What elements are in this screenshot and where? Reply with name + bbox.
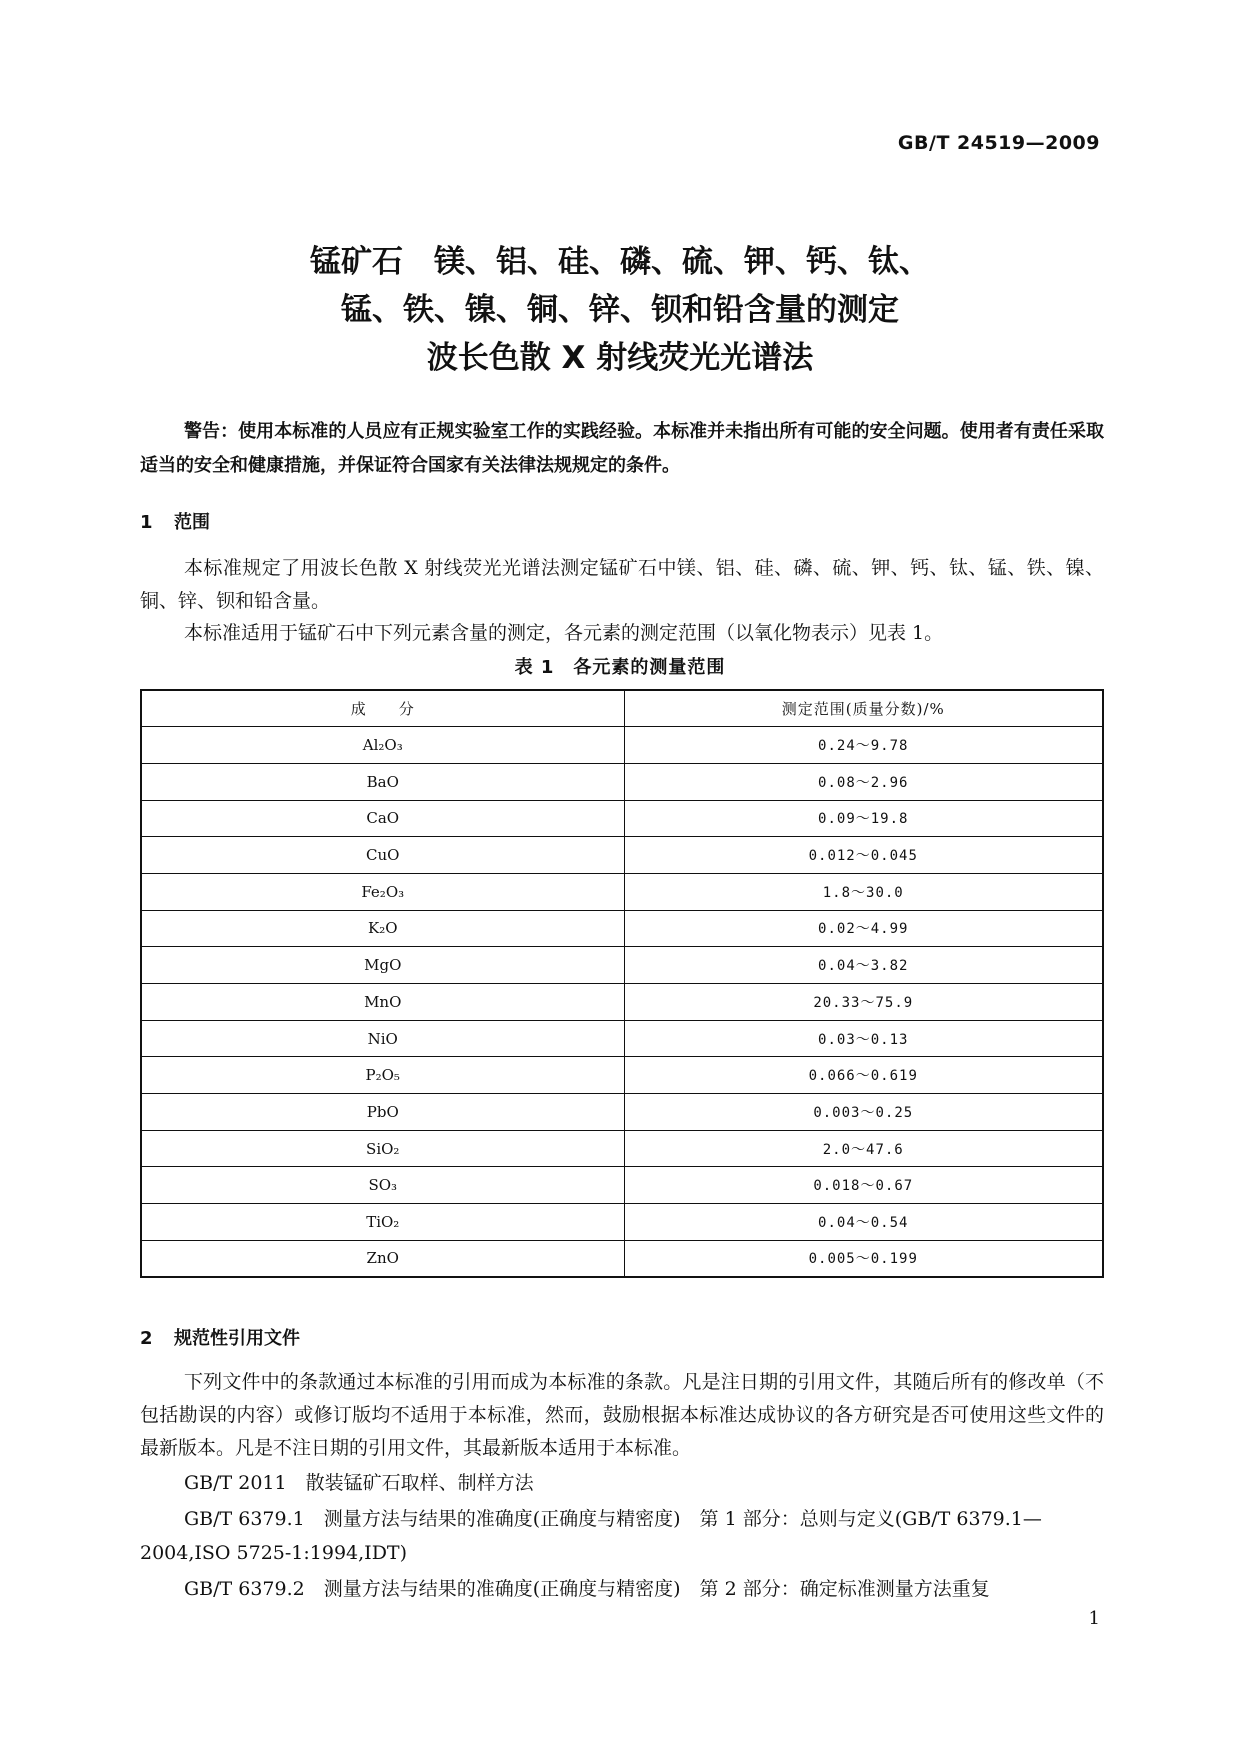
range-cell: 1.8～30.0	[624, 873, 1103, 910]
component-cell: Fe₂O₃	[141, 873, 624, 910]
section-1-number: 1	[140, 512, 153, 533]
component-cell: Al₂O₃	[141, 727, 624, 764]
component-cell: P₂O₅	[141, 1057, 624, 1094]
table-row	[141, 910, 1103, 947]
range-cell: 0.08～2.96	[624, 763, 1103, 800]
component-cell: ZnO	[141, 1240, 624, 1277]
reference-gbt-6379-1-continued: 2004,ISO 5725-1:1994,IDT)	[140, 1542, 408, 1564]
range-cell: 0.02～4.99	[624, 910, 1103, 947]
reference-gbt-6379-2: GB/T 6379.2 测量方法与结果的准确度(正确度与精密度) 第 2 部分：确定标准测量方法重复	[184, 1578, 990, 1600]
table-row	[141, 1057, 1103, 1094]
range-cell: 0.018～0.67	[624, 1167, 1103, 1204]
table-row	[141, 800, 1103, 837]
component-cell: PbO	[141, 1094, 624, 1131]
component-cell: NiO	[141, 1020, 624, 1057]
component-cell: MnO	[141, 984, 624, 1021]
table-row	[141, 1130, 1103, 1167]
header-range: 测定范围(质量分数)/%	[624, 690, 1103, 727]
table-row	[141, 1240, 1103, 1277]
range-cell: 0.066～0.619	[624, 1057, 1103, 1094]
section-1-title: 范围	[174, 512, 210, 533]
range-cell: 0.03～0.13	[624, 1020, 1103, 1057]
range-cell: 2.0～47.6	[624, 1130, 1103, 1167]
section-1-paragraph-2: 本标准适用于锰矿石中下列元素含量的测定，各元素的测定范围（以氧化物表示）见表 1。	[184, 622, 944, 644]
range-cell: 0.003～0.25	[624, 1094, 1103, 1131]
table-row	[141, 984, 1103, 1021]
section-2-title: 规范性引用文件	[174, 1328, 300, 1349]
title-line-3: 波长色散 X 射线荧光光谱法	[426, 340, 814, 376]
component-cell: CuO	[141, 837, 624, 874]
table-row	[141, 947, 1103, 984]
range-cell: 0.005～0.199	[624, 1240, 1103, 1277]
table-row	[141, 1204, 1103, 1241]
table-row	[141, 763, 1103, 800]
table-row	[141, 1167, 1103, 1204]
warning-paragraph: 警告：使用本标准的人员应有正规实验室工作的实践经验。本标准并未指出所有可能的安全问题。使用者有责任采取适当的安全和健康措施，并保证符合国家有关法律法规规定的条件。	[140, 421, 1104, 476]
section-1-paragraph-1: 本标准规定了用波长色散 X 射线荧光光谱法测定锰矿石中镁、铝、硅、磷、硫、钾、钙、钛、锰、铁、镍、铜、锌、钡和铅含量。	[140, 557, 1104, 612]
table-row	[141, 837, 1103, 874]
section-1-heading	[140, 508, 210, 534]
table-header-row	[141, 690, 1103, 727]
measurement-range-table	[140, 689, 1104, 1278]
component-cell: CaO	[141, 800, 624, 837]
page-number: 1	[1088, 1608, 1100, 1629]
component-cell: BaO	[141, 763, 624, 800]
component-cell: K₂O	[141, 910, 624, 947]
range-cell: 20.33～75.9	[624, 984, 1103, 1021]
section-2-number: 2	[140, 1328, 153, 1349]
standard-number: GB/T 24519—2009	[897, 132, 1100, 154]
table-1-caption: 表 1 各元素的测量范围	[514, 657, 726, 678]
section-2-paragraph-1: 下列文件中的条款通过本标准的引用而成为本标准的条款。凡是注日期的引用文件，其随后所有的修改单（不包括勘误的内容）或修订版均不适用于本标准，然而，鼓励根据本标准达成协议的各方研究是否可使用这些文件的最新版本。凡是不注日期的引用文件，其最新版本适用于本标准。	[140, 1371, 1104, 1459]
title-line-1: 锰矿石 镁、铝、硅、磷、硫、钾、钙、钛、	[310, 244, 930, 280]
document-title	[0, 238, 1240, 382]
table-row	[141, 727, 1103, 764]
range-cell: 0.04～3.82	[624, 947, 1103, 984]
table-row	[141, 1020, 1103, 1057]
component-cell: MgO	[141, 947, 624, 984]
header-component: 成 分	[141, 690, 624, 727]
reference-gbt-6379-1: GB/T 6379.1 测量方法与结果的准确度(正确度与精密度) 第 1 部分：总则与定义(GB/T 6379.1—	[184, 1508, 1042, 1530]
component-cell: SiO₂	[141, 1130, 624, 1167]
reference-gbt-2011: GB/T 2011 散装锰矿石取样、制样方法	[184, 1472, 534, 1494]
range-cell: 0.24～9.78	[624, 727, 1103, 764]
component-cell: TiO₂	[141, 1204, 624, 1241]
table-row	[141, 873, 1103, 910]
range-cell: 0.04～0.54	[624, 1204, 1103, 1241]
section-2-heading	[140, 1324, 300, 1350]
component-cell: SO₃	[141, 1167, 624, 1204]
table-row	[141, 1094, 1103, 1131]
title-line-2: 锰、铁、镍、铜、锌、钡和铅含量的测定	[341, 292, 899, 328]
range-cell: 0.012～0.045	[624, 837, 1103, 874]
range-cell: 0.09～19.8	[624, 800, 1103, 837]
